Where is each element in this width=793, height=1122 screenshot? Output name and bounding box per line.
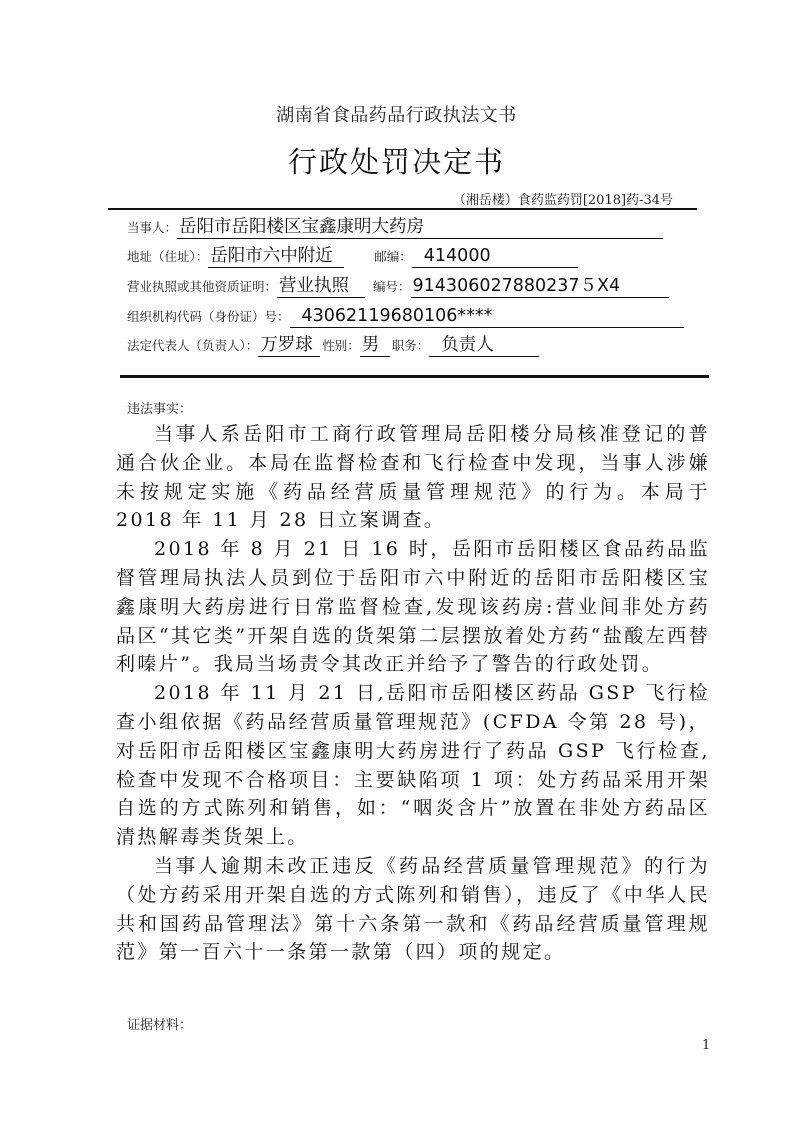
evidence-label: 证据材料： <box>127 1018 193 1033</box>
page-number: 1 <box>702 1038 711 1053</box>
license-number-value: 914306027880237５X4 <box>411 275 669 298</box>
document-header: 湖南省食品药品行政执法文书 <box>276 105 517 126</box>
license-row <box>127 272 669 298</box>
gender-label: 性别： <box>322 338 360 353</box>
license-label: 营业执照或其他资质证明： <box>127 279 278 294</box>
position-value: 负责人 <box>429 334 539 357</box>
license-number-label: 编号： <box>373 279 411 294</box>
facts-paragraph: 2018 年 8 月 21 日 16 时，岳阳市岳阳楼区食品药品监督管理局执法人员到位于岳阳市六中附近的岳阳市岳阳楼区宝鑫康明大药房进行日常监督检查,发现该药房:营业间非处方药品区“其它类”开架自选的货架第二层摆放着处方药“盐酸左西替利嗪片”。我局当场责令其改正并给予了警告的行政处罚。 <box>116 538 710 676</box>
top-divider <box>108 208 697 210</box>
org-code-row <box>127 302 684 328</box>
bottom-divider <box>120 375 709 378</box>
address-row <box>127 242 578 268</box>
facts-paragraph: 当事人逾期未改正违反《药品经营质量管理规范》的行为（处方药采用开架自选的方式陈列和销售），违反了《中华人民共和国药品管理法》第十六条第一款和《药品经营质量管理规范》第一百六十一条第一款第（四）项的规定。 <box>116 854 710 964</box>
org-code-label: 组织机构代码（身份证）号： <box>127 309 290 324</box>
party-value: 岳阳市岳阳楼区宝鑫康明大药房 <box>177 216 663 239</box>
gender-value: 男 <box>360 334 390 357</box>
address-value: 岳阳市六中附近 <box>208 245 344 268</box>
license-value: 营业执照 <box>277 275 365 298</box>
legal-representative-label: 法定代表人（负责人）： <box>127 338 259 353</box>
document-title: 行政处罚决定书 <box>287 145 505 179</box>
illegal-facts-body <box>116 420 710 967</box>
party-label: 当事人： <box>127 220 178 235</box>
position-label: 职务： <box>391 338 430 353</box>
postcode-value: 414000 <box>412 245 578 268</box>
party-row <box>127 213 663 239</box>
document-number: （湘岳楼）食药监药罚[2018]药-34号 <box>452 193 673 208</box>
legal-representative-row <box>127 331 539 357</box>
address-label: 地址（住址）： <box>127 249 209 264</box>
facts-paragraph: 2018 年 11 月 21 日,岳阳市岳阳楼区药品 GSP 飞行检查小组依据《药品经营质量管理规范》(CFDA 令第 28 号)，对岳阳市岳阳楼区宝鑫康明大药房进行了药品 GSP 飞行检查,检查中发现不合格项目：主要缺陷项 1 项：处方药品采用开架自选的方式陈列和销售，如：“咽炎含片”放置在非处方药品区清热解毒类货架上。 <box>116 682 710 849</box>
org-code-value: 43062119680106**** <box>290 305 684 328</box>
postcode-label: 邮编： <box>374 249 412 264</box>
facts-paragraph: 当事人系岳阳市工商行政管理局岳阳楼分局核准登记的普通合伙企业。本局在监督检查和飞行检查中发现，当事人涉嫌未按规定实施《药品经营质量管理规范》的行为。本局于 2018 年 11 月 28 日立案调查。 <box>116 423 710 532</box>
illegal-facts-label: 违法事实： <box>127 402 193 417</box>
legal-representative-value: 万罗球 <box>258 334 320 357</box>
